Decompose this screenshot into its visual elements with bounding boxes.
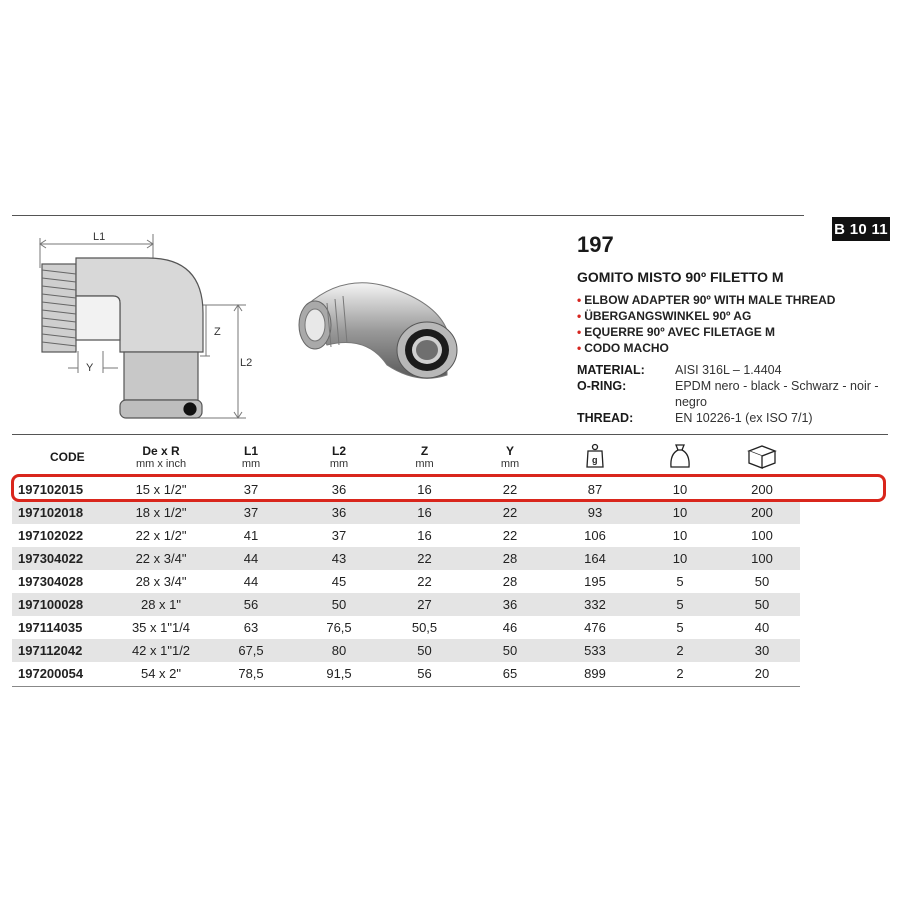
- spec-oring: O-RING: EPDM nero - black - Schwarz - noir - negro: [577, 379, 879, 409]
- table-cell: 22 x 3/4": [115, 547, 207, 570]
- table-cell: 37: [331, 528, 347, 543]
- variant-es: • CODO MACHO: [577, 341, 669, 355]
- table-cell: 164: [554, 547, 636, 570]
- table-cell: 2: [676, 666, 684, 681]
- table-cell: 18 x 1/2": [115, 501, 207, 524]
- table-cell: 10: [636, 547, 724, 570]
- table-cell: 22: [502, 528, 518, 543]
- table-cell: 100: [751, 528, 773, 543]
- table-cell: 22: [502, 482, 518, 497]
- table-cell: 40: [754, 620, 770, 635]
- product-title: GOMITO MISTO 90º FILETTO M: [577, 269, 784, 285]
- cell-code: 197102022: [18, 528, 84, 543]
- variant-en: • ELBOW ADAPTER 90º WITH MALE THREAD: [577, 293, 836, 307]
- table-cell: 76,5: [326, 620, 352, 635]
- table-cell: 27: [383, 593, 466, 616]
- table-cell: 28: [502, 574, 518, 589]
- bullet-icon: •: [577, 309, 582, 323]
- weight-icon: [585, 443, 605, 469]
- table-cell: 50: [724, 593, 800, 616]
- table-cell: 78,5: [238, 666, 264, 681]
- table-row: [12, 593, 800, 616]
- table-cell: 22: [383, 547, 466, 570]
- table-cell: 20: [754, 666, 770, 681]
- table-body: [12, 478, 800, 685]
- row-highlight-frame: [11, 474, 886, 502]
- cell-code: 197112042: [12, 639, 115, 662]
- table-cell: 533: [554, 639, 636, 662]
- table-bottom-rule: [12, 686, 800, 687]
- table-header-row: [12, 436, 800, 478]
- table-row: [12, 616, 800, 639]
- spec-material: MATERIAL: AISI 316L – 1.4404: [577, 363, 782, 377]
- table-cell: 45: [331, 574, 347, 589]
- table-cell: 67,5: [207, 639, 295, 662]
- product-photo: [287, 265, 472, 395]
- table-cell: 22: [466, 501, 554, 524]
- col-header-bag: [636, 436, 724, 478]
- bag-icon: [668, 442, 692, 470]
- table-cell: 22: [417, 574, 432, 589]
- table-cell: 36: [466, 593, 554, 616]
- table-cell: 50: [466, 639, 554, 662]
- table-cell: 10: [672, 482, 688, 497]
- table-cell: 87: [587, 482, 603, 497]
- table-cell: 16: [417, 482, 432, 497]
- table-cell: 37: [207, 501, 295, 524]
- variant-fr: • EQUERRE 90º AVEC FILETAGE M: [577, 325, 776, 339]
- col-header-y: Y mm: [500, 444, 520, 470]
- table-cell: 56: [207, 593, 295, 616]
- table-cell: 36: [331, 482, 347, 497]
- col-header-size: De x R mm x inch: [135, 444, 187, 470]
- spec-list: [577, 362, 887, 426]
- table-cell: 37: [243, 482, 259, 497]
- cell-code: 197304022: [12, 547, 115, 570]
- table-cell: 50: [754, 574, 770, 589]
- table-cell: 65: [502, 666, 518, 681]
- table-cell: 44: [207, 547, 295, 570]
- table-row: [12, 570, 800, 593]
- table-cell: 10: [636, 501, 724, 524]
- svg-text:g: g: [592, 454, 598, 465]
- table-row: [12, 639, 800, 662]
- table-row: [12, 524, 800, 547]
- col-header-l2: L2 mm: [329, 444, 349, 470]
- table-cell: 5: [636, 593, 724, 616]
- table-cell: 44: [243, 574, 259, 589]
- table-cell: 899: [584, 666, 606, 681]
- dim-label-l2: L2: [240, 357, 253, 369]
- table-row: [12, 547, 800, 570]
- table-cell: 30: [724, 639, 800, 662]
- dim-label-z: Z: [214, 326, 221, 338]
- table-cell: 200: [751, 482, 773, 497]
- table-cell: 16: [417, 528, 432, 543]
- table-cell: 28 x 3/4": [135, 574, 187, 589]
- bullet-icon: •: [577, 293, 582, 307]
- table-cell: 43: [295, 547, 383, 570]
- dim-label-l1: L1: [93, 231, 106, 243]
- table-cell: 50,5: [411, 620, 438, 635]
- table-cell: 28: [466, 547, 554, 570]
- table-top-rule: [12, 434, 888, 435]
- table-row: [12, 501, 800, 524]
- translated-names: [577, 292, 835, 356]
- col-header-l1: L1 mm: [241, 444, 261, 470]
- table-cell: 200: [724, 501, 800, 524]
- table-cell: 10: [672, 528, 688, 543]
- table-cell: 2: [636, 639, 724, 662]
- table-cell: 42 x 1"1/2: [115, 639, 207, 662]
- cell-code: 197102015: [18, 482, 84, 497]
- col-header-z: Z mm: [415, 444, 434, 470]
- table-cell: 50: [383, 639, 466, 662]
- table-cell: 91,5: [326, 666, 352, 681]
- dim-label-y: Y: [86, 362, 94, 374]
- table-cell: 476: [584, 620, 606, 635]
- cell-code: 197114035: [18, 620, 83, 635]
- product-code: 197: [577, 232, 614, 257]
- table-cell: 36: [295, 501, 383, 524]
- table-cell: 5: [676, 574, 684, 589]
- table-cell: 35 x 1"1/4: [131, 620, 191, 635]
- table-cell: 195: [584, 574, 606, 589]
- box-icon: [746, 443, 778, 469]
- catalog-badge: B 10 11: [832, 217, 890, 241]
- cell-code: 197102018: [12, 501, 115, 524]
- table-cell: 332: [554, 593, 636, 616]
- cell-code: 197304028: [18, 574, 84, 589]
- table-cell: 50: [295, 593, 383, 616]
- table-cell: 63: [243, 620, 259, 635]
- bullet-icon: •: [577, 325, 582, 339]
- table-cell: 93: [554, 501, 636, 524]
- header-rule: [12, 215, 804, 216]
- table-cell: 54 x 2": [140, 666, 182, 681]
- col-header-code: CODE: [50, 450, 85, 464]
- cell-code: 197200054: [18, 666, 84, 681]
- table-cell: 41: [243, 528, 259, 543]
- col-header-box: [724, 436, 800, 478]
- table-cell: 80: [295, 639, 383, 662]
- table-cell: 28 x 1": [115, 593, 207, 616]
- bullet-icon: •: [577, 341, 582, 355]
- variant-de: • ÜBERGANGSWINKEL 90º AG: [577, 309, 752, 323]
- table-cell: 106: [584, 528, 606, 543]
- col-header-weight: [554, 436, 636, 478]
- table-cell: 100: [724, 547, 800, 570]
- table-cell: 5: [676, 620, 684, 635]
- table-cell: 56: [417, 666, 432, 681]
- table-cell: 15 x 1/2": [135, 482, 187, 497]
- technical-drawing: [28, 228, 258, 428]
- cell-code: 197100028: [12, 593, 115, 616]
- table-row: [12, 662, 800, 685]
- table-cell: 22 x 1/2": [135, 528, 187, 543]
- table-cell: 46: [502, 620, 518, 635]
- table-cell: 16: [383, 501, 466, 524]
- spec-thread: THREAD: EN 10226-1 (ex ISO 7/1): [577, 411, 813, 425]
